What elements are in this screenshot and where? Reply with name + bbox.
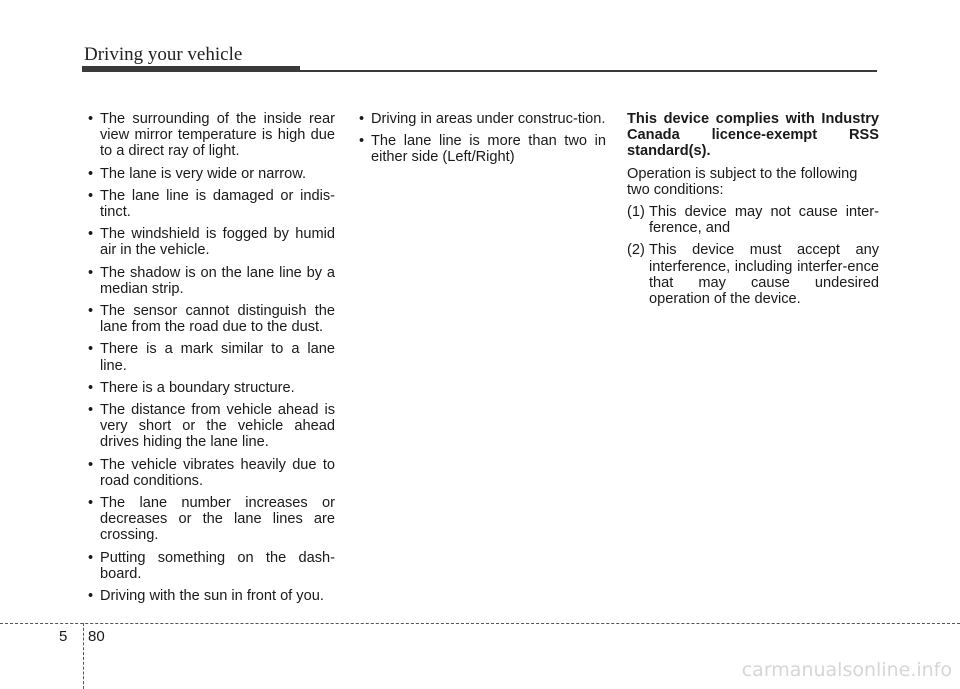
- footer-vertical-divider: [83, 623, 84, 689]
- condition-item: [627, 204, 879, 236]
- watermark: carmanualsonline.info: [741, 659, 952, 681]
- list-item: • Driving in areas under construc-tion.: [355, 111, 606, 127]
- list-item: • The distance from vehicle ahead is very short or the vehicle ahead drives hiding the lane line.: [84, 402, 335, 451]
- compliance-body: Operation is subject to the following two conditions:: [627, 165, 858, 198]
- list-item: • The lane is very wide or narrow.: [84, 166, 335, 182]
- section-number: 5: [59, 628, 68, 645]
- list-item: • Driving with the sun in front of you.: [84, 588, 335, 604]
- list-item: • The surrounding of the inside rear view mirror temperature is high due to a direct ray of light.: [84, 111, 335, 160]
- page-number: 80: [88, 628, 105, 645]
- condition-number: (2): [627, 242, 645, 259]
- list-item: • The lane line is damaged or indis-tinct.: [84, 188, 335, 220]
- list-item: • The windshield is fogged by humid air in the vehicle.: [84, 226, 335, 258]
- condition-text: This device must accept any interference, including interfer-ence that may cause undesired operation of the device.: [649, 242, 879, 308]
- list-item: • There is a boundary structure.: [84, 380, 335, 396]
- condition-list-middle: [355, 111, 606, 166]
- footer-divider: [0, 623, 960, 624]
- header-rule-thick: [82, 66, 300, 72]
- condition-list-left: [84, 111, 335, 604]
- list-item: • Putting something on the dash-board.: [84, 550, 335, 582]
- list-item: • The lane line is more than two in either side (Left/Right): [355, 133, 606, 165]
- condition-number: (1): [627, 204, 645, 221]
- column-middle: [355, 111, 606, 172]
- compliance-heading: This device complies with Industry Canada licence-exempt RSS standard(s).: [627, 111, 879, 160]
- list-item: • The shadow is on the lane line by a median strip.: [84, 265, 335, 297]
- condition-text: This device may not cause inter-ference, and: [649, 204, 879, 237]
- column-left: [84, 111, 335, 610]
- column-right: [627, 111, 879, 313]
- list-item: • There is a mark similar to a lane line.: [84, 341, 335, 373]
- compliance-conditions: [627, 204, 879, 307]
- list-item: • The vehicle vibrates heavily due to road conditions.: [84, 457, 335, 489]
- page-header-title: Driving your vehicle: [84, 44, 243, 65]
- header-rule-thin: [300, 70, 877, 72]
- condition-item: [627, 242, 879, 307]
- list-item: • The sensor cannot distinguish the lane from the road due to the dust.: [84, 303, 335, 335]
- list-item: • The lane number increases or decreases or the lane lines are crossing.: [84, 495, 335, 544]
